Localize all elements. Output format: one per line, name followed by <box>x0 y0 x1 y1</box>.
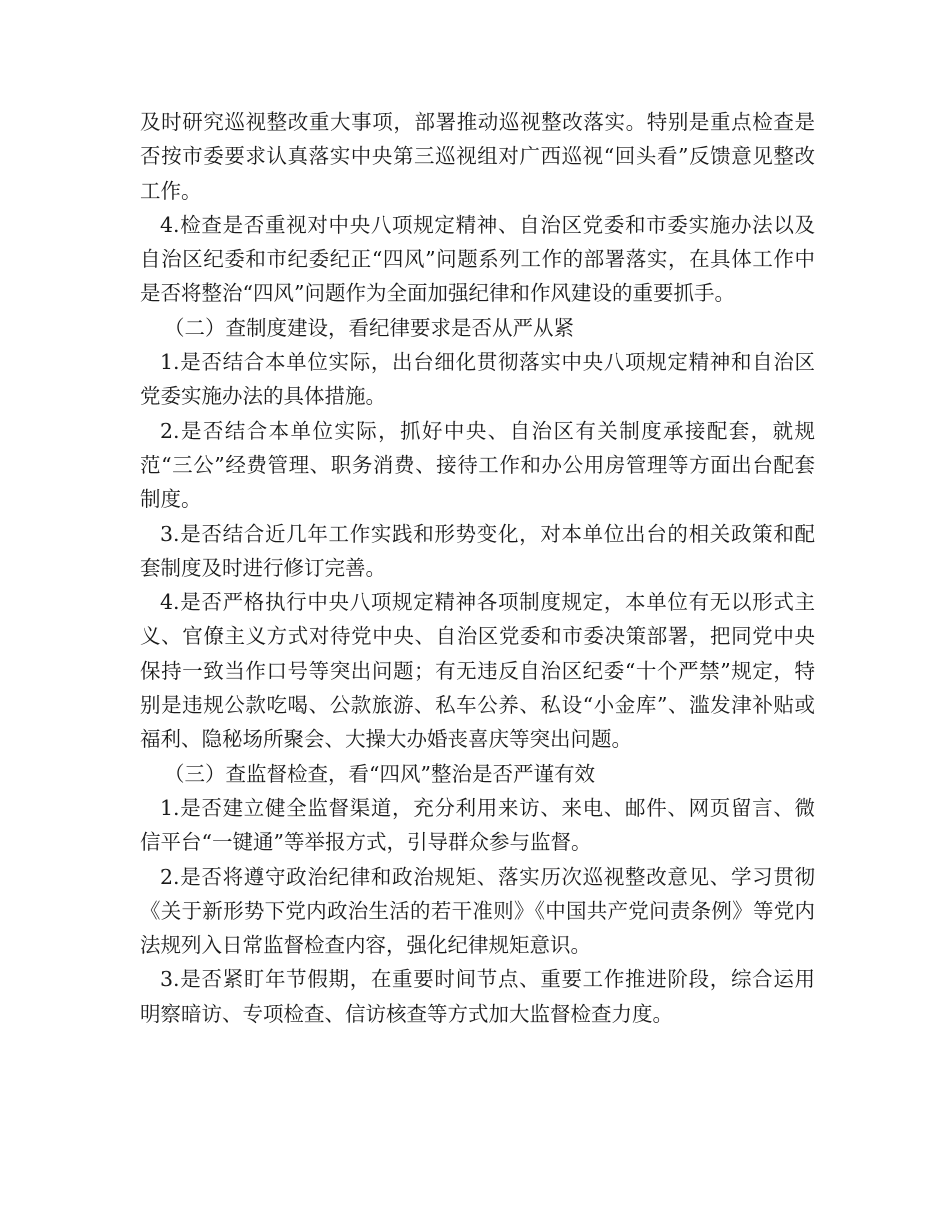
section-heading-2: （二）查制度建设，看纪律要求是否从严从紧 <box>164 315 574 340</box>
paragraph-item-2b: 2.是否将遵守政治纪律和政治规矩、落实历次巡视整改意见、学习贯彻《关于新形势下党内政治生活的若干准则》《中国共产党问责条例》等党内法规列入日常监督检查内容，强化纪律规矩意识。 <box>140 864 815 958</box>
paragraph-item-1b: 1.是否建立健全监督渠道，充分利用来访、来电、邮件、网页留言、微信平台“一键通”等举报方式，引导群众参与监督。 <box>140 795 815 855</box>
paragraph-continuation: 及时研究巡视整改重大事项，部署推动巡视整改落实。特别是重点检查是否按市委要求认真落实中央第三巡视组对广西巡视“回头看”反馈意见整改工作。 <box>140 110 815 203</box>
section-heading-3: （三）查监督检查，看“四风”整治是否严谨有效 <box>164 761 595 786</box>
paragraph-item-4b: 4.是否严格执行中央八项规定精神各项制度规定，本单位有无以形式主义、官僚主义方式对待党中央、自治区党委和市委决策部署，把同党中央保持一致当作口号等突出问题；有无违反自治区纪委“十个严禁”规定，特别是违规公款吃喝、公款旅游、私车公养、私设“小金库”、滥发津补贴或福利、隐秘场所聚会、大操大办婚丧喜庆等突出问题。 <box>140 590 815 752</box>
paragraph-item-3: 3.是否结合近几年工作实践和形势变化，对本单位出台的相关政策和配套制度及时进行修订完善。 <box>140 521 815 580</box>
paragraph-item-4: 4.检查是否重视对中央八项规定精神、自治区党委和市委实施办法以及自治区纪委和市纪委纪正“四风”问题系列工作的部署落实，在具体工作中是否将整治“四风”问题作为全面加强纪律和作风建设的重要抓手。 <box>140 212 815 306</box>
paragraph-item-3b: 3.是否紧盯年节假期，在重要时间节点、重要工作推进阶段，综合运用明察暗访、专项检查、信访核查等方式加大监督检查力度。 <box>140 967 815 1026</box>
paragraph-item-1: 1.是否结合本单位实际，出台细化贯彻落实中央八项规定精神和自治区党委实施办法的具体措施。 <box>140 350 815 409</box>
document-body <box>140 105 815 1031</box>
paragraph-item-2: 2.是否结合本单位实际，抓好中央、自治区有关制度承接配套，就规范“三公”经费管理、职务消费、接待工作和办公用房管理等方面出台配套制度。 <box>140 418 815 512</box>
